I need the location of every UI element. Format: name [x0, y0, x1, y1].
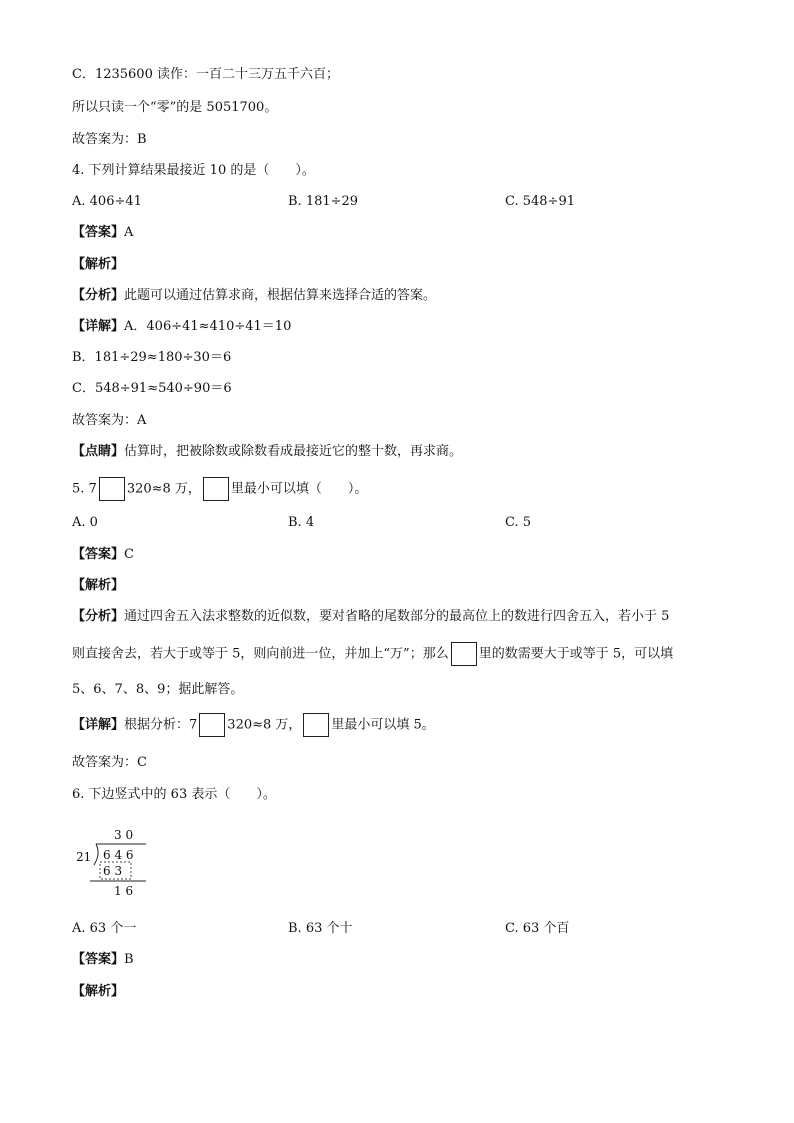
q4-detail-c: C．548÷91≈540÷90＝6: [72, 381, 232, 396]
q5-answer-line: [72, 546, 134, 564]
q5-option-b: B. 4: [288, 515, 315, 530]
division-dividend: 6 4 6: [103, 848, 134, 862]
q4-option-c: C. 548÷91: [505, 194, 575, 209]
q4-detail-line: [72, 318, 291, 336]
q5-answer: C: [124, 547, 134, 562]
q4-tip-line: [72, 443, 462, 461]
q4-fenxi-line: [72, 287, 436, 305]
division-quotient: 3 0: [114, 828, 134, 842]
q5-detail-b: 320≈8 万，: [227, 717, 302, 733]
q4-answer-line: [72, 224, 133, 242]
q5-detail-c: 里最小可以填 5。: [331, 717, 435, 733]
q6-option-c: C. 63 个百: [505, 921, 570, 936]
q5-q-mid: 320≈8 万，: [126, 481, 201, 497]
blank-box: [99, 477, 125, 501]
q4-fenxi: 此题可以通过估算求商，根据估算来选择合适的答案。: [124, 288, 437, 303]
q4-answer: A: [124, 225, 134, 240]
q3-final: 故答案为：B: [72, 132, 147, 147]
q5-fenxi-line-2: [72, 642, 673, 667]
q4-tip: 估算时，把被除数或除数看成最接近它的整十数，再求商。: [124, 444, 463, 459]
blank-box: [451, 642, 477, 666]
answer-tag: 【答案】: [72, 547, 125, 562]
q5-option-c: C. 5: [505, 515, 532, 530]
q4-question: 4. 下列计算结果最接近 10 的是（ ）。: [72, 163, 315, 178]
long-division: [70, 822, 160, 902]
q5-detail-a: 根据分析：7: [124, 717, 198, 733]
q4-detail-a: A．406÷41≈410÷41＝10: [124, 319, 292, 334]
q5-final: 故答案为：C: [72, 755, 147, 770]
q4-analysis-line: [72, 256, 124, 274]
q3-summary: 所以只读一个“零”的是 5051700。: [72, 100, 278, 115]
q6-question: 6. 下边竖式中的 63 表示（ ）。: [72, 787, 276, 802]
blank-box: [199, 713, 225, 737]
q6-option-a: A. 63 个一: [72, 921, 137, 936]
q4-option-a: A. 406÷41: [72, 194, 142, 209]
fenxi-tag: 【分析】: [72, 609, 125, 624]
division-remainder: 1 6: [114, 884, 134, 898]
analysis-tag: 【解析】: [72, 257, 125, 272]
analysis-tag: 【解析】: [72, 578, 125, 593]
blank-box: [303, 713, 329, 737]
blank-box: [203, 477, 229, 501]
q5-fenxi-2b: 里的数需要大于或等于 5，可以填: [478, 646, 674, 662]
q6-option-b: B. 63 个十: [288, 921, 353, 936]
q4-detail-b: B．181÷29≈180÷30＝6: [72, 350, 232, 365]
q5-analysis-line: [72, 577, 124, 595]
tip-tag: 【点睛】: [72, 444, 125, 459]
q5-fenxi-3: 5、6、7、8、9；据此解答。: [72, 682, 244, 697]
q5-fenxi-1: 通过四舍五入法求整数的近似数，要对省略的尾数部分的最高位上的数进行四舍五入，若小于 5: [124, 609, 670, 624]
detail-tag: 【详解】: [72, 717, 125, 733]
detail-tag: 【详解】: [72, 319, 125, 334]
analysis-tag: 【解析】: [72, 984, 125, 999]
q5-q-suffix: 里最小可以填（ ）。: [230, 481, 368, 497]
answer-tag: 【答案】: [72, 952, 125, 967]
q6-analysis-line: [72, 983, 124, 1001]
q4-final: 故答案为：A: [72, 413, 147, 428]
division-divisor: 21: [76, 850, 92, 864]
q6-answer: B: [124, 952, 134, 967]
q5-option-a: A. 0: [72, 515, 98, 530]
q6-answer-line: [72, 951, 134, 969]
answer-tag: 【答案】: [72, 225, 125, 240]
fenxi-tag: 【分析】: [72, 288, 125, 303]
q4-option-b: B. 181÷29: [288, 194, 359, 209]
q5-q-prefix: 5. 7: [72, 481, 97, 497]
q5-detail-line: [72, 713, 435, 738]
division-product: 6 3: [103, 864, 123, 878]
q5-fenxi-line-1: [72, 608, 669, 626]
q3-c-reading: C．1235600 读作：一百二十三万五千六百；: [72, 67, 339, 82]
q5-fenxi-2a: 则直接舍去，若大于或等于 5，则向前进一位，并加上“万”；那么: [72, 646, 449, 662]
q5-question: [72, 477, 367, 502]
